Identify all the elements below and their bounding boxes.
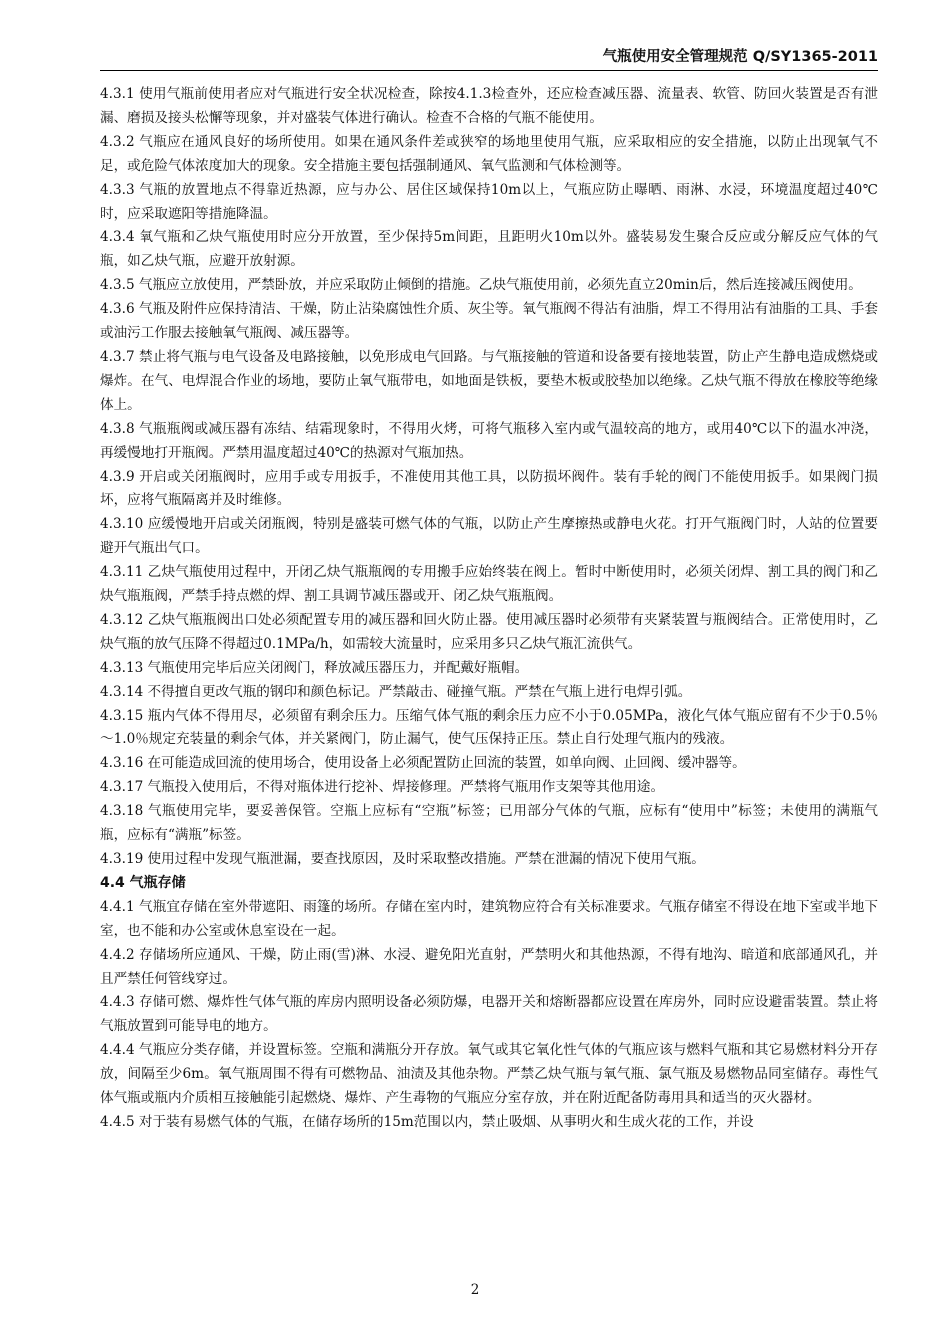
paragraph-4-3-16: 4.3.16 在可能造成回流的使用场合，使用设备上必须配置防止回流的装置，如单向阀、止回阀、缓冲器等。 [100, 755, 746, 772]
paragraph-4-3-7: 4.3.7 禁止将气瓶与电气设备及电路接触，以免形成电气回路。与气瓶接触的管道和设备要有接地装置，防止产生静电造成燃烧或爆炸。在气、电焊混合作业的场地，要防止氧气瓶带电，如地面是铁板，要垫木板或胶垫加以绝缘。乙炔气瓶不得放在橡胶等绝缘体上。 [100, 348, 878, 413]
section-title-4-4: 4.4 气瓶存储 [100, 874, 186, 891]
page-number: 2 [470, 1282, 480, 1298]
paragraph-4-4-5: 4.4.5 对于装有易燃气体的气瓶，在储存场所的15m范围以内，禁止吸烟、从事明火和生成火花的工作，并设 [100, 1113, 754, 1130]
page-footer [0, 1280, 950, 1300]
paragraph-4-3-2: 4.3.2 气瓶应在通风良好的场所使用。如果在通风条件差或狭窄的场地里使用气瓶，应采取相应的安全措施，以防止出现氧气不足，或危险气体浓度加大的现象。安全措施主要包括强制通风、氧气监测和气体检测等。 [100, 133, 878, 174]
paragraph-4-3-13: 4.3.13 气瓶使用完毕后应关闭阀门，释放减压器压力，并配戴好瓶帽。 [100, 659, 529, 676]
header-title: 气瓶使用安全管理规范 Q/SY1365-2011 [602, 49, 878, 65]
paragraph-4-4-2: 4.4.2 存储场所应通风、干燥，防止雨(雪)淋、水浸、避免阳光直射，严禁明火和其他热源，不得有地沟、暗道和底部通风孔，并且严禁任何管线穿过。 [100, 946, 878, 987]
paragraph-4-3-3: 4.3.3 气瓶的放置地点不得靠近热源，应与办公、居住区域保持10m以上，气瓶应防止曝晒、雨淋、水浸，环境温度超过40℃时，应采取遮阳等措施降温。 [100, 181, 878, 222]
paragraph-4-3-8: 4.3.8 气瓶瓶阀或减压器有冻结、结霜现象时，不得用火烤，可将气瓶移入室内或气温较高的地方，或用40℃以下的温水冲浇，再缓慢地打开瓶阀。严禁用温度超过40℃的热源对气瓶加热。 [100, 420, 878, 461]
paragraph-4-4-4: 4.4.4 气瓶应分类存储，并设置标签。空瓶和满瓶分开存放。氧气或其它氧化性气体的气瓶应该与燃料气瓶和其它易燃材料分开存放，间隔至少6m。氧气瓶周围不得有可燃物品、油渍及其他杂物。严禁乙炔气瓶与氧气瓶、氯气瓶及易燃物品同室储存。毒性气体气瓶或瓶内介质相互接触能引起燃烧、爆炸、产生毒物的气瓶应分室存放，并在附近配备防毒用具和适当的灭火器材。 [100, 1042, 878, 1107]
paragraph-4-3-14: 4.3.14 不得擅自更改气瓶的钢印和颜色标记。严禁敲击、碰撞气瓶。严禁在气瓶上进行电焊引弧。 [100, 683, 692, 700]
paragraph-4-3-17: 4.3.17 气瓶投入使用后，不得对瓶体进行挖补、焊接修理。严禁将气瓶用作支架等其他用途。 [100, 779, 665, 796]
paragraph-4-3-5: 4.3.5 气瓶应立放使用，严禁卧放，并应采取防止倾倒的措施。乙炔气瓶使用前，必须先直立20min后，然后连接减压阀使用。 [100, 277, 862, 294]
page-content [100, 83, 878, 1135]
paragraph-4-3-19: 4.3.19 使用过程中发现气瓶泄漏，要查找原因，及时采取整改措施。严禁在泄漏的情况下使用气瓶。 [100, 851, 705, 867]
page-header [100, 46, 878, 71]
paragraph-4-4-1: 4.4.1 气瓶宜存储在室外带遮阳、雨篷的场所。存储在室内时，建筑物应符合有关标准要求。气瓶存储室不得设在地下室或半地下室，也不能和办公室或休息室设在一起。 [100, 898, 878, 939]
paragraph-4-3-4: 4.3.4 氧气瓶和乙炔气瓶使用时应分开放置，至少保持5m间距，且距明火10m以外。盛装易发生聚合反应或分解反应气体的气瓶，如乙炔气瓶，应避开放射源。 [100, 229, 878, 270]
paragraph-4-4-3: 4.4.3 存储可燃、爆炸性气体气瓶的库房内照明设备必须防爆，电器开关和熔断器都应设置在库房外，同时应设避雷装置。禁止将气瓶放置到可能导电的地方。 [100, 994, 878, 1035]
paragraph-4-3-1: 4.3.1 使用气瓶前使用者应对气瓶进行安全状况检查，除按4.1.3检查外，还应检查减压器、流量表、软管、防回火装置是否有泄漏、磨损及接头松懈等现象，并对盛装气体进行确认。检查不合格的气瓶不能使用。 [100, 86, 878, 126]
paragraph-4-3-9: 4.3.9 开启或关闭瓶阀时，应用手或专用扳手，不准使用其他工具，以防损坏阀件。装有手轮的阀门不能使用扳手。如果阀门损坏，应将气瓶隔离并及时维修。 [100, 468, 878, 509]
paragraph-4-3-10: 4.3.10 应缓慢地开启或关闭瓶阀，特别是盛装可燃气体的气瓶，以防止产生摩擦热或静电火花。打开气瓶阀门时，人站的位置要避开气瓶出气口。 [100, 516, 878, 557]
paragraph-4-3-6: 4.3.6 气瓶及附件应保持清洁、干燥，防止沾染腐蚀性介质、灰尘等。氧气瓶阀不得沾有油脂，焊工不得用沾有油脂的工具、手套或油污工作服去接触氧气瓶阀、减压器等。 [100, 301, 878, 342]
paragraph-4-3-18: 4.3.18 气瓶使用完毕，要妥善保管。空瓶上应标有“空瓶”标签；已用部分气体的气瓶，应标有“使用中”标签；未使用的满瓶气瓶，应标有“满瓶”标签。 [100, 803, 878, 844]
paragraph-4-3-12: 4.3.12 乙炔气瓶瓶阀出口处必须配置专用的减压器和回火防止器。使用减压器时必须带有夹紧装置与瓶阀结合。正常使用时，乙炔气瓶的放气压降不得超过0.1MPa/h，如需较大流量时，应采用多只乙炔气瓶汇流供气。 [100, 611, 878, 652]
paragraph-4-3-15: 4.3.15 瓶内气体不得用尽，必须留有剩余压力。压缩气体气瓶的剩余压力应不小于0.05MPa，液化气体气瓶应留有不少于0.5％～1.0％规定充装量的剩余气体，并关紧阀门，防止漏气，使气压保持正压。禁止自行处理气瓶内的残液。 [100, 707, 878, 748]
paragraph-4-3-11: 4.3.11 乙炔气瓶使用过程中，开闭乙炔气瓶瓶阀的专用搬手应始终装在阀上。暂时中断使用时，必须关闭焊、割工具的阀门和乙炔气瓶瓶阀，严禁手持点燃的焊、割工具调节减压器或开、闭乙炔气瓶瓶阀。 [100, 564, 878, 605]
